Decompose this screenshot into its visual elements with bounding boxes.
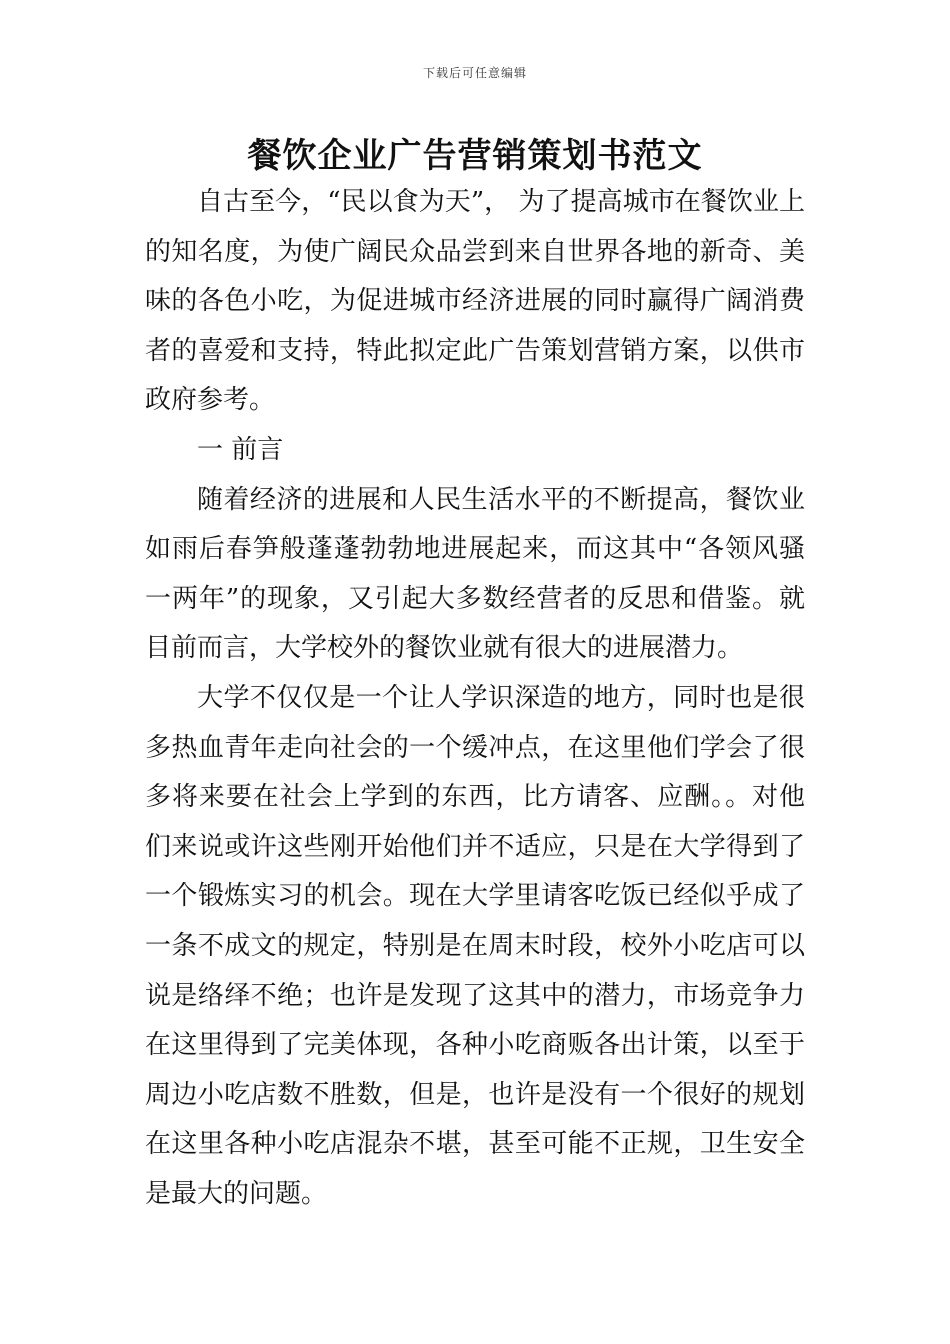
document-body xyxy=(145,178,805,1219)
intro-paragraph: 自古至今，“民以食为天”， 为了提高城市在餐饮业上的知名度，为使广阔民众品尝到来自世界各地的新奇、美味的各色小吃，为促进城市经济进展的同时赢得广阔消费者的喜爱和支持，特此拟定此广告策划营销方案，以供市政府参考。 xyxy=(145,187,805,416)
preface-paragraph: 随着经济的进展和人民生活水平的不断提高，餐饮业如雨后春笋般蓬蓬勃勃地进展起来，而这其中“各领风骚一两年”的现象，又引起大多数经营者的反思和借鉴。就目前而言，大学校外的餐饮业就有很大的进展潜力。 xyxy=(145,484,805,664)
document-title: 餐饮企业广告营销策划书范文 xyxy=(247,136,703,176)
section-heading-preface: 一 前言 xyxy=(197,434,284,465)
university-paragraph: 大学不仅仅是一个让人学识深造的地方，同时也是很多热血青年走向社会的一个缓冲点，在这里他们学会了很多将来要在社会上学到的东西，比方请客、应酬。。对他们来说或许这些刚开始他们并不适应，只是在大学得到了一个锻炼实习的机会。现在大学里请客吃饭已经似乎成了一条不成文的规定，特别是在周末时段，校外小吃店可以说是络绎不绝；也许是发现了这其中的潜力，市场竞争力在这里得到了完美体现，各种小吃商贩各出计策，以至于周边小吃店数不胜数，但是，也许是没有一个很好的规划在这里各种小吃店混杂不堪，甚至可能不正规，卫生安全是最大的问题。 xyxy=(145,682,805,1209)
header-note: 下载后可任意编辑 xyxy=(422,66,527,80)
